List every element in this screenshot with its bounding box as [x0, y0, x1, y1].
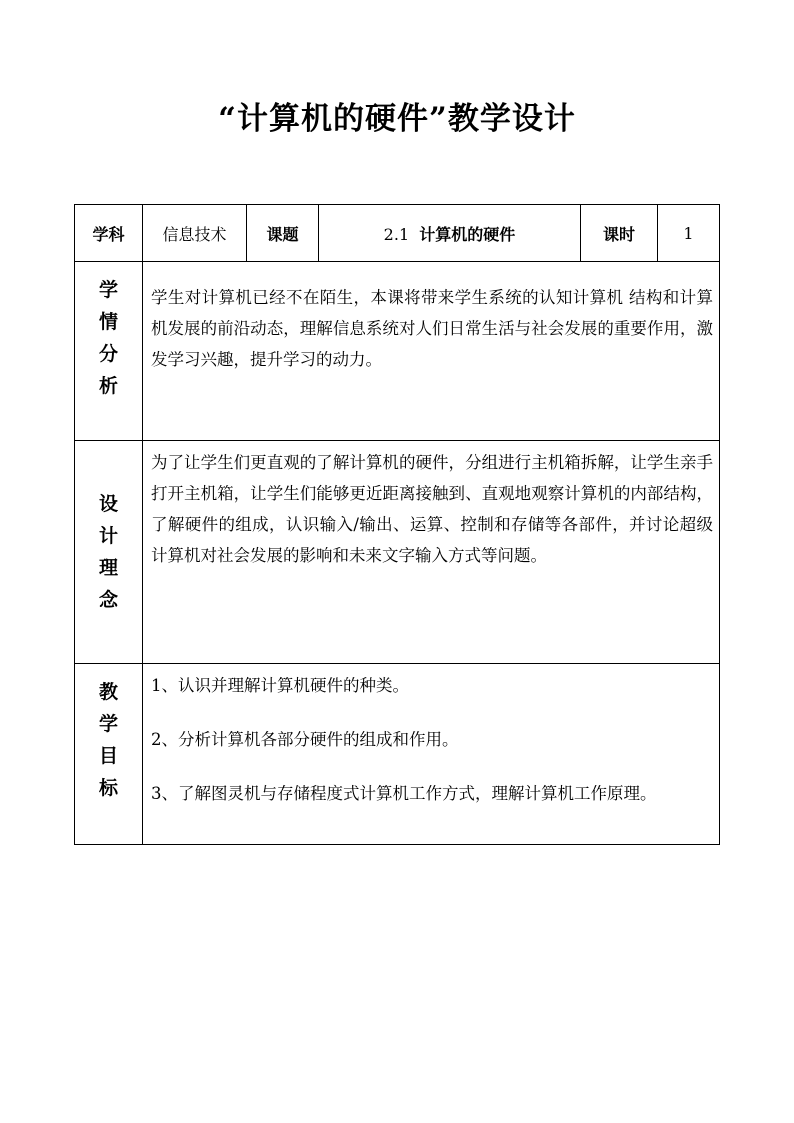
- subject-value: 信息技术: [143, 205, 247, 262]
- design-label: 设 计 理 念: [75, 441, 143, 664]
- goal-item: 3、了解图灵机与存储程度式计算机工作方式，理解计算机工作原理。: [151, 784, 657, 803]
- goal-item: 1、认识并理解计算机硬件的种类。: [151, 676, 409, 695]
- analysis-row: [75, 262, 720, 441]
- hours-label: 课时: [581, 205, 658, 262]
- analysis-label: 学 情 分 析: [75, 262, 143, 441]
- goals-list: [143, 664, 720, 845]
- lesson-plan-table: [74, 204, 720, 845]
- hours-value: 1: [658, 205, 720, 262]
- design-text: 为了让学生们更直观的了解计算机的硬件，分组进行主机箱拆解，让学生亲手打开主机箱，让学生们能够更近距离接触到、直观地观察计算机的内部结构，了解硬件的组成，认识输入/输出、运算、控制和存储等各部件，并讨论超级计算机对社会发展的影响和未来文字输入方式等问题。: [143, 441, 720, 664]
- goals-row: [75, 664, 720, 845]
- topic-value: 计算机的硬件: [419, 224, 516, 244]
- goal-item: 2、分析计算机各部分硬件的组成和作用。: [151, 730, 459, 749]
- header-row: [75, 205, 720, 262]
- topic-cell: [319, 205, 581, 262]
- design-row: [75, 441, 720, 664]
- topic-number: 2.1: [383, 224, 410, 244]
- analysis-text: 学生对计算机已经不在陌生，本课将带来学生系统的认知计算机 结构和计算机发展的前沿动态，理解信息系统对人们日常生活与社会发展的重要作用，激发学习兴趣，提升学习的动力。: [143, 262, 720, 441]
- subject-label: 学科: [75, 205, 143, 262]
- page-title: “计算机的硬件”教学设计: [218, 101, 576, 137]
- topic-label: 课题: [247, 205, 319, 262]
- goals-label: 教 学 目 标: [75, 664, 143, 845]
